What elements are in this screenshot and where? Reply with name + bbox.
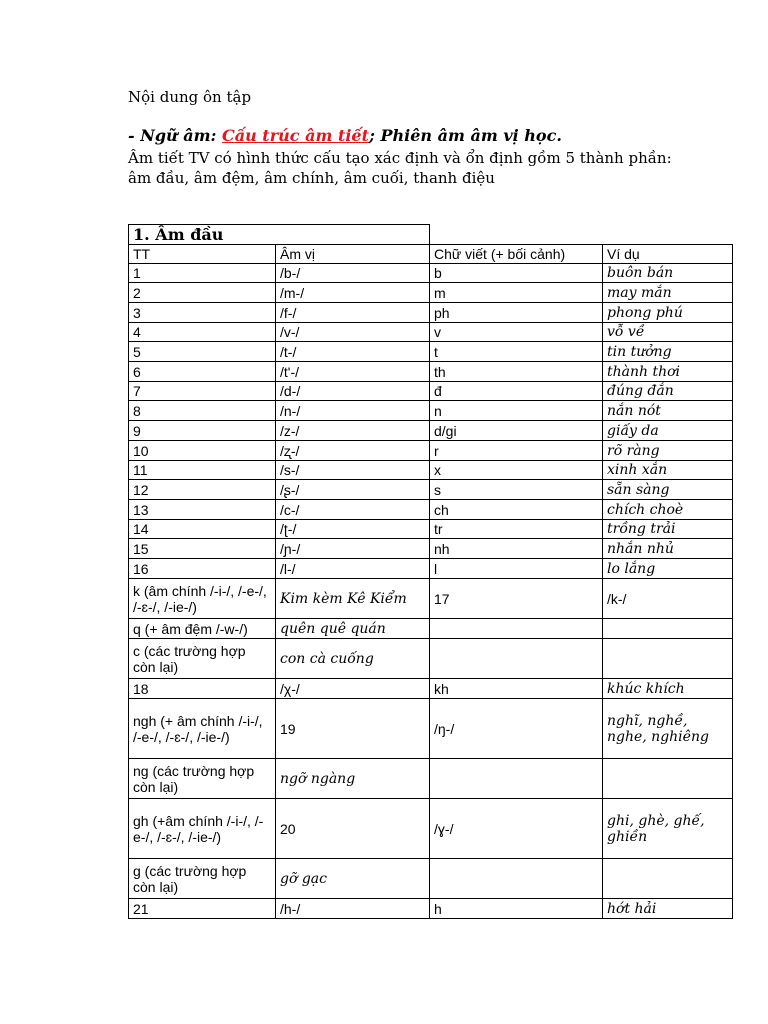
table-row xyxy=(129,401,733,421)
table-row xyxy=(129,639,733,679)
table-cell: /ɲ-/ xyxy=(276,539,430,559)
subheading-highlight: Cấu trúc âm tiết xyxy=(222,126,369,145)
table-cell: t xyxy=(430,342,603,362)
table-title: 1. Âm đầu xyxy=(129,225,430,245)
table-cell: /h-/ xyxy=(276,899,430,919)
table-cell: 1 xyxy=(129,264,276,283)
table-cell: Kim kèm Kê Kiểm xyxy=(276,579,430,619)
table-cell: trồng trải xyxy=(603,520,733,539)
table-cell: kh xyxy=(430,679,603,699)
table-cell: sẵn sàng xyxy=(603,480,733,500)
table-cell xyxy=(603,759,733,799)
table-cell: /χ-/ xyxy=(276,679,430,699)
table-cell: th xyxy=(430,362,603,382)
table-cell: 20 xyxy=(276,799,430,859)
table-row xyxy=(129,323,733,342)
table-cell: /ʐ-/ xyxy=(276,441,430,461)
table-row xyxy=(129,264,733,283)
table-cell: 11 xyxy=(129,461,276,480)
table-cell: 3 xyxy=(129,303,276,323)
table-row xyxy=(129,899,733,919)
table-cell: phong phú xyxy=(603,303,733,323)
table-row xyxy=(129,539,733,559)
table-cell xyxy=(603,639,733,679)
section-subheading xyxy=(128,126,562,145)
table-cell: /l-/ xyxy=(276,559,430,579)
table-row xyxy=(129,579,733,619)
table-cell xyxy=(603,859,733,899)
table-cell: 15 xyxy=(129,539,276,559)
table-cell: rõ ràng xyxy=(603,441,733,461)
table-cell: 14 xyxy=(129,520,276,539)
table-cell: hớt hải xyxy=(603,899,733,919)
table-cell: r xyxy=(430,441,603,461)
table-row xyxy=(129,500,733,520)
table-cell: đ xyxy=(430,382,603,401)
table-row xyxy=(129,342,733,362)
table-cell: /s-/ xyxy=(276,461,430,480)
table-cell: xinh xắn xyxy=(603,461,733,480)
table-cell: 6 xyxy=(129,362,276,382)
table-cell: l xyxy=(430,559,603,579)
table-cell: nắn nót xyxy=(603,401,733,421)
table-header-row xyxy=(129,245,733,264)
table-cell: /n-/ xyxy=(276,401,430,421)
table-cell: q (+ âm đệm /-w-/) xyxy=(129,619,276,639)
intro-paragraph: Âm tiết TV có hình thức cấu tạo xác định và ổn định gồm 5 thành phần: âm đầu, âm đệm, âm chính, âm cuối, thanh điệu xyxy=(128,149,672,187)
table-cell: quên quê quán xyxy=(276,619,430,639)
table-cell: /k-/ xyxy=(603,579,733,619)
table-cell: 10 xyxy=(129,441,276,461)
page-heading: Nội dung ôn tập xyxy=(128,88,252,106)
subheading-prefix: - Ngữ âm: xyxy=(128,126,222,145)
table-cell: chích choè xyxy=(603,500,733,520)
table-cell: /c-/ xyxy=(276,500,430,520)
table-row xyxy=(129,303,733,323)
table-cell: /f-/ xyxy=(276,303,430,323)
table-cell: nh xyxy=(430,539,603,559)
table-cell: g (các trường hợp còn lại) xyxy=(129,859,276,899)
table-cell: giấy da xyxy=(603,421,733,441)
table-cell: ph xyxy=(430,303,603,323)
table-cell: thành thơi xyxy=(603,362,733,382)
table-cell: /b-/ xyxy=(276,264,430,283)
table-cell: ghi, ghè, ghế, ghiền xyxy=(603,799,733,859)
table-cell: 13 xyxy=(129,500,276,520)
empty-cell xyxy=(603,225,733,245)
table-cell: s xyxy=(430,480,603,500)
table-cell: 21 xyxy=(129,899,276,919)
table-cell: /v-/ xyxy=(276,323,430,342)
table-cell: 17 xyxy=(430,579,603,619)
table-cell xyxy=(603,619,733,639)
table-cell: ngh (+ âm chính /-i-/, /-e-/, /-ɛ-/, /-ie-/) xyxy=(129,699,276,759)
table-cell: 2 xyxy=(129,283,276,303)
table-cell: ch xyxy=(430,500,603,520)
table-row xyxy=(129,283,733,303)
table-cell: /t-/ xyxy=(276,342,430,362)
column-header: Âm vị xyxy=(276,245,430,264)
table-cell: 5 xyxy=(129,342,276,362)
table-cell xyxy=(430,619,603,639)
table-cell: 7 xyxy=(129,382,276,401)
table-cell: gh (+âm chính /-i-/, /-e-/, /-ɛ-/, /-ie-/) xyxy=(129,799,276,859)
table-cell: đúng đắn xyxy=(603,382,733,401)
table-cell: m xyxy=(430,283,603,303)
table-row xyxy=(129,461,733,480)
table-cell: /z-/ xyxy=(276,421,430,441)
table-cell: buôn bán xyxy=(603,264,733,283)
table-cell: /t'-/ xyxy=(276,362,430,382)
table-row xyxy=(129,759,733,799)
table-cell: b xyxy=(430,264,603,283)
table-cell: khúc khích xyxy=(603,679,733,699)
column-header: TT xyxy=(129,245,276,264)
table-row xyxy=(129,679,733,699)
table-cell: /d-/ xyxy=(276,382,430,401)
table-cell: 9 xyxy=(129,421,276,441)
table-cell: tr xyxy=(430,520,603,539)
table-cell: x xyxy=(430,461,603,480)
table-cell: h xyxy=(430,899,603,919)
table-row xyxy=(129,799,733,859)
table-cell: 8 xyxy=(129,401,276,421)
table-cell: lo lắng xyxy=(603,559,733,579)
table-cell: k (âm chính /-i-/, /-e-/, /-ɛ-/, /-ie-/) xyxy=(129,579,276,619)
table-title-row xyxy=(129,225,733,245)
table-cell: may mắn xyxy=(603,283,733,303)
table-row xyxy=(129,559,733,579)
table-cell: ng (các trường hợp còn lại) xyxy=(129,759,276,799)
table-cell: /m-/ xyxy=(276,283,430,303)
table-cell: tin tưởng xyxy=(603,342,733,362)
table-cell: vỗ về xyxy=(603,323,733,342)
table-cell: d/gi xyxy=(430,421,603,441)
table-cell: nhắn nhủ xyxy=(603,539,733,559)
table-cell xyxy=(430,639,603,679)
initial-consonant-table xyxy=(128,224,733,919)
table-row xyxy=(129,699,733,759)
table-cell: n xyxy=(430,401,603,421)
subheading-suffix: ; Phiên âm âm vị học. xyxy=(368,126,562,145)
empty-cell xyxy=(430,225,603,245)
table-cell: 4 xyxy=(129,323,276,342)
table-row xyxy=(129,382,733,401)
table-cell: /ʈ-/ xyxy=(276,520,430,539)
table-cell: 18 xyxy=(129,679,276,699)
table-cell: v xyxy=(430,323,603,342)
table-cell xyxy=(430,759,603,799)
table-row xyxy=(129,480,733,500)
table-row xyxy=(129,362,733,382)
table-cell: 16 xyxy=(129,559,276,579)
table-cell: /ʂ-/ xyxy=(276,480,430,500)
column-header: Ví dụ xyxy=(603,245,733,264)
table-cell: /ɣ-/ xyxy=(430,799,603,859)
column-header: Chữ viết (+ bối cảnh) xyxy=(430,245,603,264)
table-cell: ngỡ ngàng xyxy=(276,759,430,799)
table-cell: 12 xyxy=(129,480,276,500)
table-cell: c (các trường hợp còn lại) xyxy=(129,639,276,679)
table-row xyxy=(129,520,733,539)
table-cell: /ŋ-/ xyxy=(430,699,603,759)
table-cell: nghĩ, nghề, nghe, nghiêng xyxy=(603,699,733,759)
table-row xyxy=(129,619,733,639)
table-cell: con cà cuống xyxy=(276,639,430,679)
table-row xyxy=(129,859,733,899)
table-cell xyxy=(430,859,603,899)
table-cell: 19 xyxy=(276,699,430,759)
table-row xyxy=(129,421,733,441)
table-cell: gỡ gạc xyxy=(276,859,430,899)
table-row xyxy=(129,441,733,461)
